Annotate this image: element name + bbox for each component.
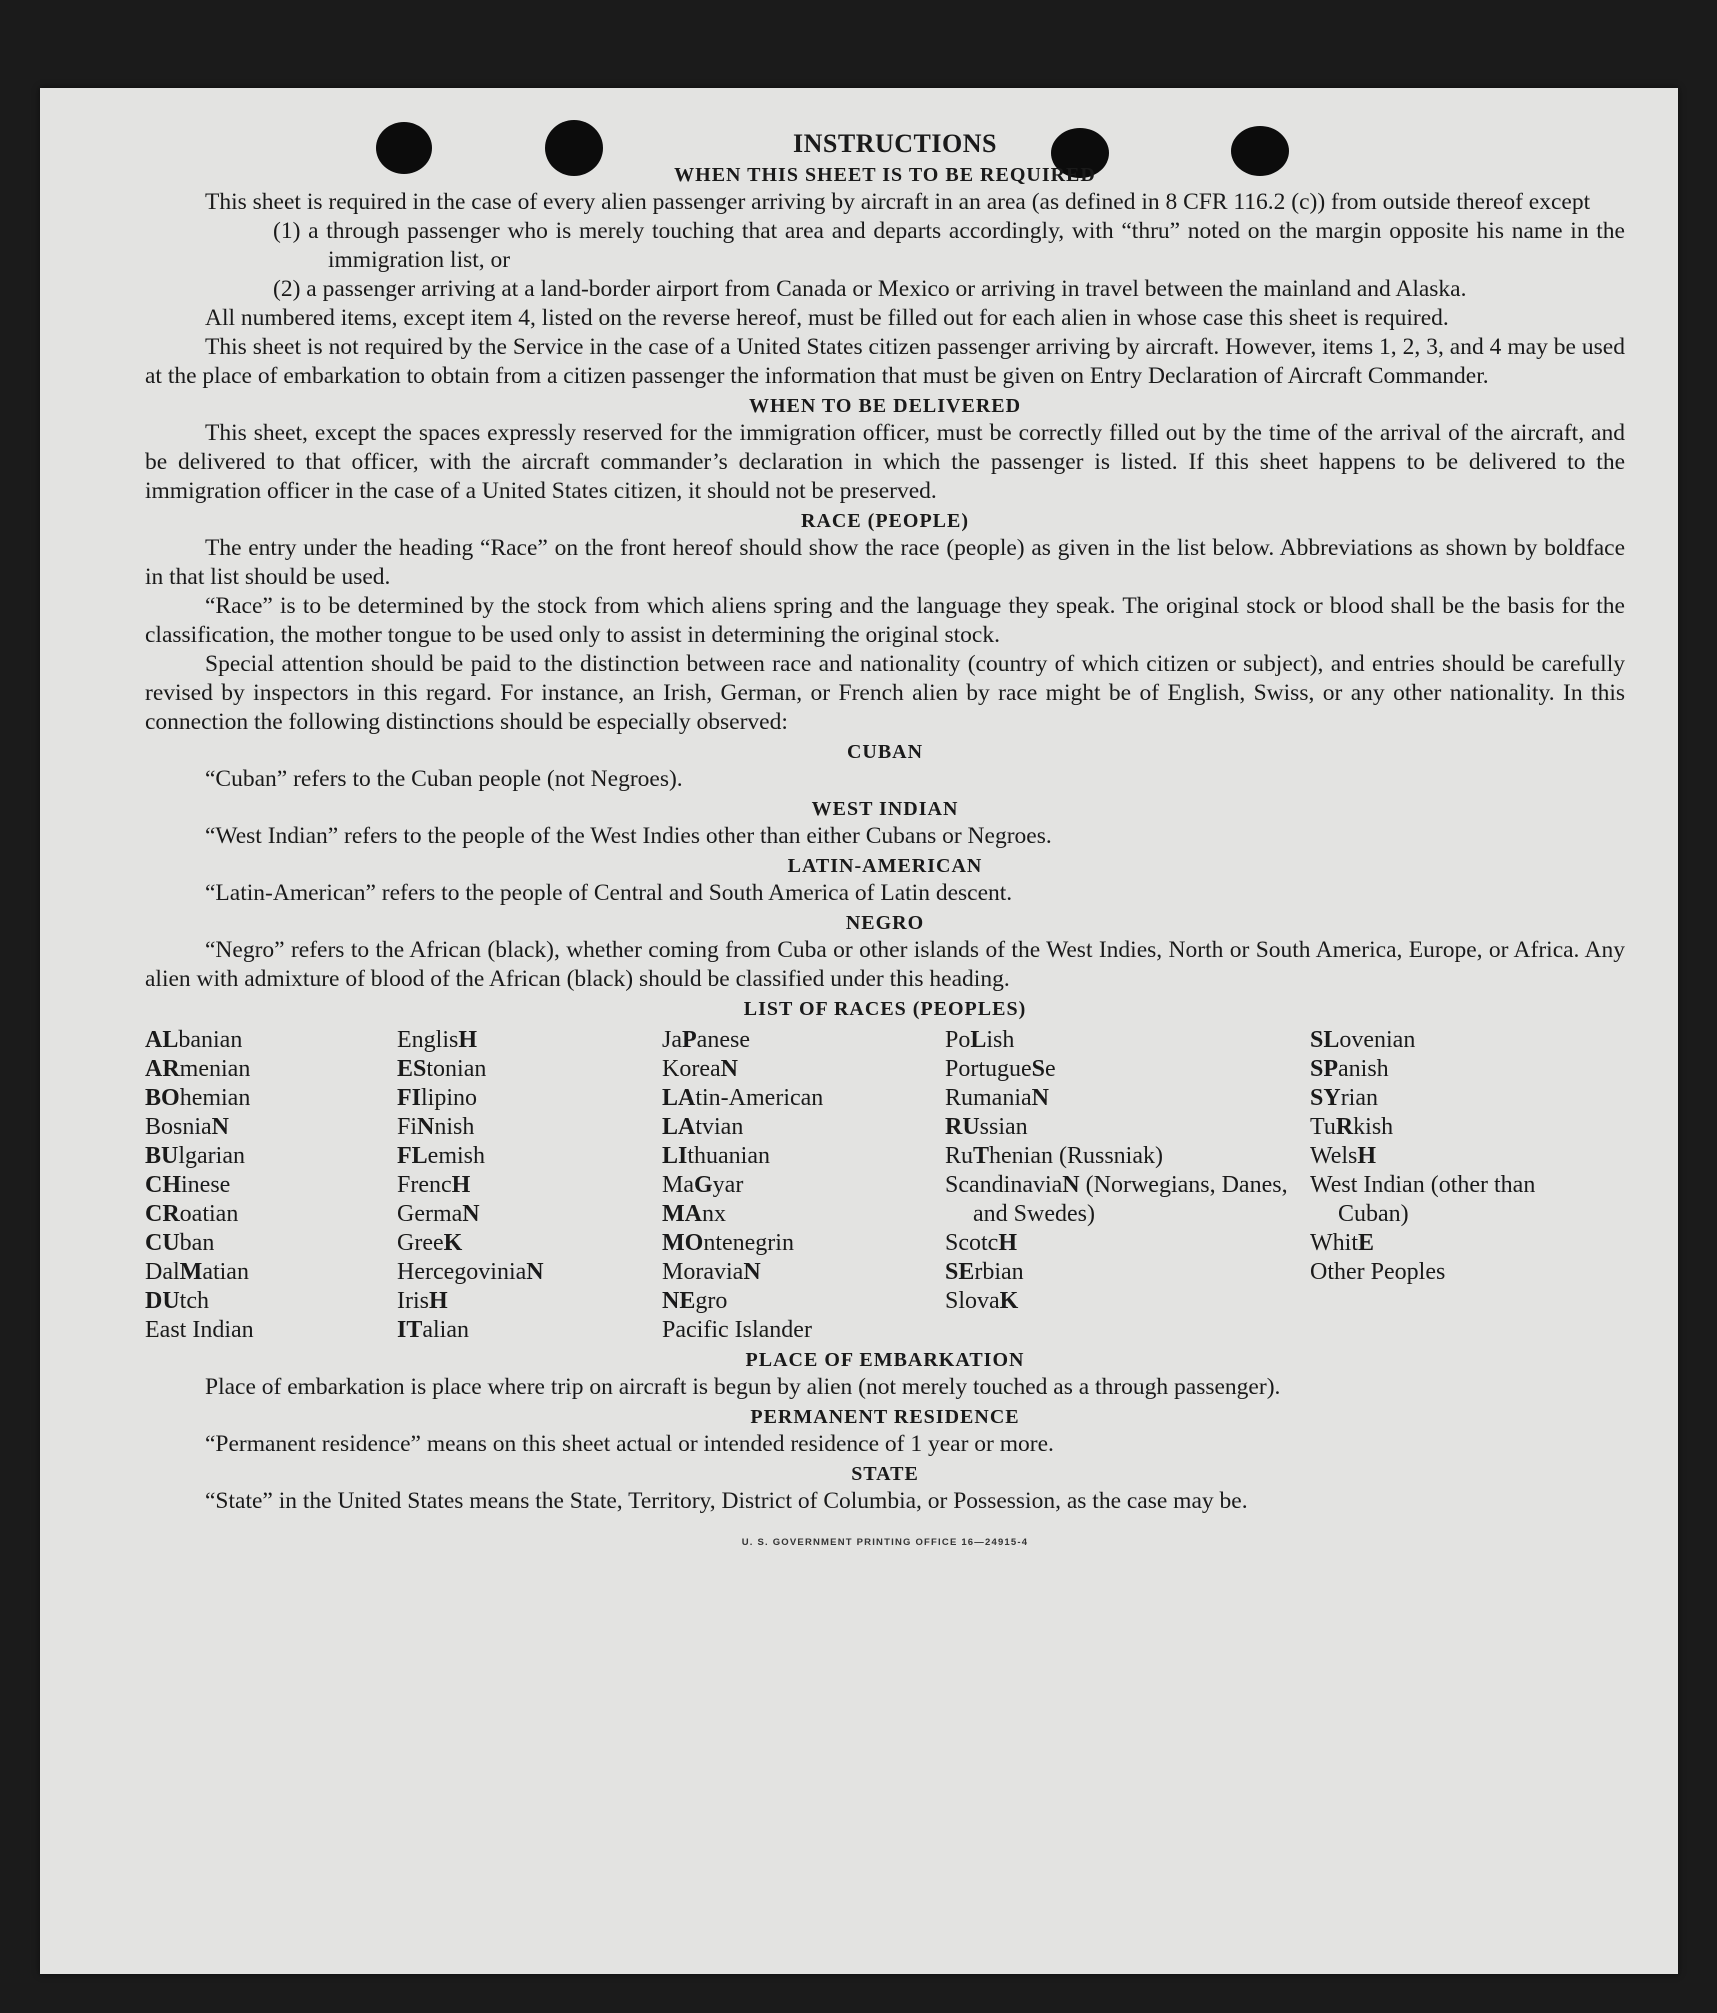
instructions-content: [145, 128, 1625, 1557]
race-item: ARmenian: [145, 1056, 251, 1082]
race-item: Pacific Islander: [662, 1317, 812, 1343]
races-column: [145, 1026, 397, 1345]
race-item: WhitE: [1310, 1230, 1375, 1256]
paragraph: This sheet is required in the case of every alien passenger arriving by aircraft in an area (as defined in 8 CFR 116.2 (c)) from outside thereof except: [205, 189, 1591, 215]
race-item: SPanish: [1310, 1056, 1389, 1082]
paragraph: “West Indian” refers to the people of the West Indies other than either Cubans or Negroes.: [205, 823, 1052, 849]
list-item: (1) a through passenger who is merely touching that area and departs accordingly, with “thru” noted on the margin opposite his name in the immigration list, or: [273, 218, 1625, 273]
race-item: SLovenian: [1310, 1027, 1416, 1053]
races-column: [945, 1026, 1310, 1345]
paragraph: This sheet, except the spaces expressly reserved for the immigration officer, must be correctly filled out by the time of the arrival of the aircraft, and be delivered to that officer, with the aircraft commander’s declaration in which the passenger is listed. If this sheet happens to be delivered to the immigration officer in the case of a United States citizen, it should not be preserved.: [145, 420, 1625, 504]
race-item: West Indian (other than Cuban): [1310, 1172, 1536, 1227]
race-item: CRoatian: [145, 1201, 239, 1227]
paragraph: All numbered items, except item 4, listed on the reverse hereof, must be filled out for each alien in whose case this sheet is required.: [205, 305, 1449, 331]
race-item: EStonian: [397, 1056, 487, 1082]
paragraph: This sheet is not required by the Service in the case of a United States citizen passenger arriving by aircraft. However, items 1, 2, 3, and 4 may be used at the place of embarkation to obtain from a citizen passenger the information that must be given on Entry Declaration of Aircraft Commander.: [145, 334, 1625, 389]
race-item: NEgro: [662, 1288, 728, 1314]
paragraph: “Negro” refers to the African (black), whether coming from Cuba or other islands of the West Indies, North or South America, Europe, or Africa. Any alien with admixture of blood of the African (black) should be classified under this heading.: [145, 937, 1625, 992]
race-item: ScandinaviaN (Norwegians, Danes, and Swedes): [945, 1172, 1288, 1227]
heading-place-of-embarkation: PLACE OF EMBARKATION: [745, 1349, 1025, 1371]
race-item: BosniaN: [145, 1114, 230, 1140]
page-title: INSTRUCTIONS: [793, 129, 997, 158]
race-item: CHinese: [145, 1172, 231, 1198]
race-item: IrisH: [397, 1288, 448, 1314]
race-item: MoraviaN: [662, 1259, 761, 1285]
race-item: ScotcH: [945, 1230, 1017, 1256]
heading-latin-american: LATIN-AMERICAN: [787, 855, 983, 877]
paragraph: “Latin-American” refers to the people of Central and South America of Latin descent.: [205, 880, 1013, 906]
race-item: GreeK: [397, 1230, 463, 1256]
race-item: CUban: [145, 1230, 215, 1256]
race-item: Other Peoples: [1310, 1259, 1446, 1285]
race-item: RUssian: [945, 1114, 1028, 1140]
race-item: MaGyar: [662, 1172, 744, 1198]
race-item: PortugueSe: [945, 1056, 1056, 1082]
race-item: LAtvian: [662, 1114, 744, 1140]
heading-permanent-residence: PERMANENT RESIDENCE: [750, 1406, 1020, 1428]
race-item: KoreaN: [662, 1056, 738, 1082]
list-item: (2) a passenger arriving at a land-border airport from Canada or Mexico or arriving in travel between the mainland and Alaska.: [273, 276, 1467, 302]
race-item: JaPanese: [662, 1027, 750, 1053]
race-item: ITalian: [397, 1317, 469, 1343]
paragraph: “Race” is to be determined by the stock from which aliens spring and the language they speak. The original stock or blood shall be the basis for the classification, the mother tongue to be used only to assist in determining the original stock.: [145, 593, 1625, 648]
races-column: [397, 1026, 662, 1345]
race-item: RuThenian (Russniak): [945, 1143, 1163, 1169]
heading-cuban: CUBAN: [846, 741, 924, 763]
race-item: LAtin-American: [662, 1085, 824, 1111]
paragraph: Special attention should be paid to the distinction between race and nationality (country of which citizen or subject), and entries should be carefully revised by inspectors in this regard. For instance, an Irish, German, or French alien by race might be of English, Swiss, or any other nationality. In this connection the following distinctions should be especially observed:: [145, 651, 1625, 735]
race-item: FiNnish: [397, 1114, 475, 1140]
race-item: FIlipino: [397, 1085, 478, 1111]
race-item: SYrian: [1310, 1085, 1378, 1111]
race-item: MAnx: [662, 1201, 726, 1227]
races-column: [662, 1026, 945, 1345]
race-item: RumaniaN: [945, 1085, 1049, 1111]
race-item: East Indian: [145, 1317, 254, 1343]
paragraph: Place of embarkation is place where trip on aircraft is begun by alien (not merely touched as a through passenger).: [205, 1374, 1281, 1400]
heading-when-required: WHEN THIS SHEET IS TO BE REQUIRED: [674, 164, 1096, 186]
race-item: FLemish: [397, 1143, 485, 1169]
race-item: GermaN: [397, 1201, 480, 1227]
race-item: HercegoviniaN: [397, 1259, 544, 1285]
race-item: WelsH: [1310, 1143, 1377, 1169]
heading-negro: NEGRO: [845, 912, 925, 934]
race-item: DalMatian: [145, 1259, 249, 1285]
race-item: LIthuanian: [662, 1143, 770, 1169]
heading-state: STATE: [851, 1463, 919, 1485]
race-item: SlovaK: [945, 1288, 1019, 1314]
printing-office-footer: U. S. GOVERNMENT PRINTING OFFICE 16—24915-4: [741, 1537, 1029, 1548]
race-item: BOhemian: [145, 1085, 251, 1111]
heading-when-delivered: WHEN TO BE DELIVERED: [748, 395, 1022, 417]
document-page: [40, 88, 1678, 1974]
race-item: BUlgarian: [145, 1143, 245, 1169]
race-item: FrencH: [397, 1172, 471, 1198]
heading-west-indian: WEST INDIAN: [811, 798, 959, 820]
paragraph: “State” in the United States means the State, Territory, District of Columbia, or Possession, as the case may be.: [205, 1488, 1248, 1514]
races-list: [145, 1026, 1625, 1345]
race-item: MOntenegrin: [662, 1230, 794, 1256]
race-item: TuRkish: [1310, 1114, 1394, 1140]
heading-list-of-races: LIST OF RACES (PEOPLES): [743, 998, 1027, 1020]
race-item: ALbanian: [145, 1027, 243, 1053]
race-item: DUtch: [145, 1288, 209, 1314]
heading-race: RACE (PEOPLE): [801, 510, 969, 532]
race-item: EnglisH: [397, 1027, 478, 1053]
race-item: PoLish: [945, 1027, 1015, 1053]
races-column: [1310, 1026, 1610, 1345]
race-item: SErbian: [945, 1259, 1024, 1285]
paragraph: “Cuban” refers to the Cuban people (not Negroes).: [205, 766, 683, 792]
paragraph: The entry under the heading “Race” on the front hereof should show the race (people) as given in the list below. Abbreviations as shown by boldface in that list should be used.: [145, 535, 1625, 590]
paragraph: “Permanent residence” means on this sheet actual or intended residence of 1 year or more.: [205, 1431, 1054, 1457]
